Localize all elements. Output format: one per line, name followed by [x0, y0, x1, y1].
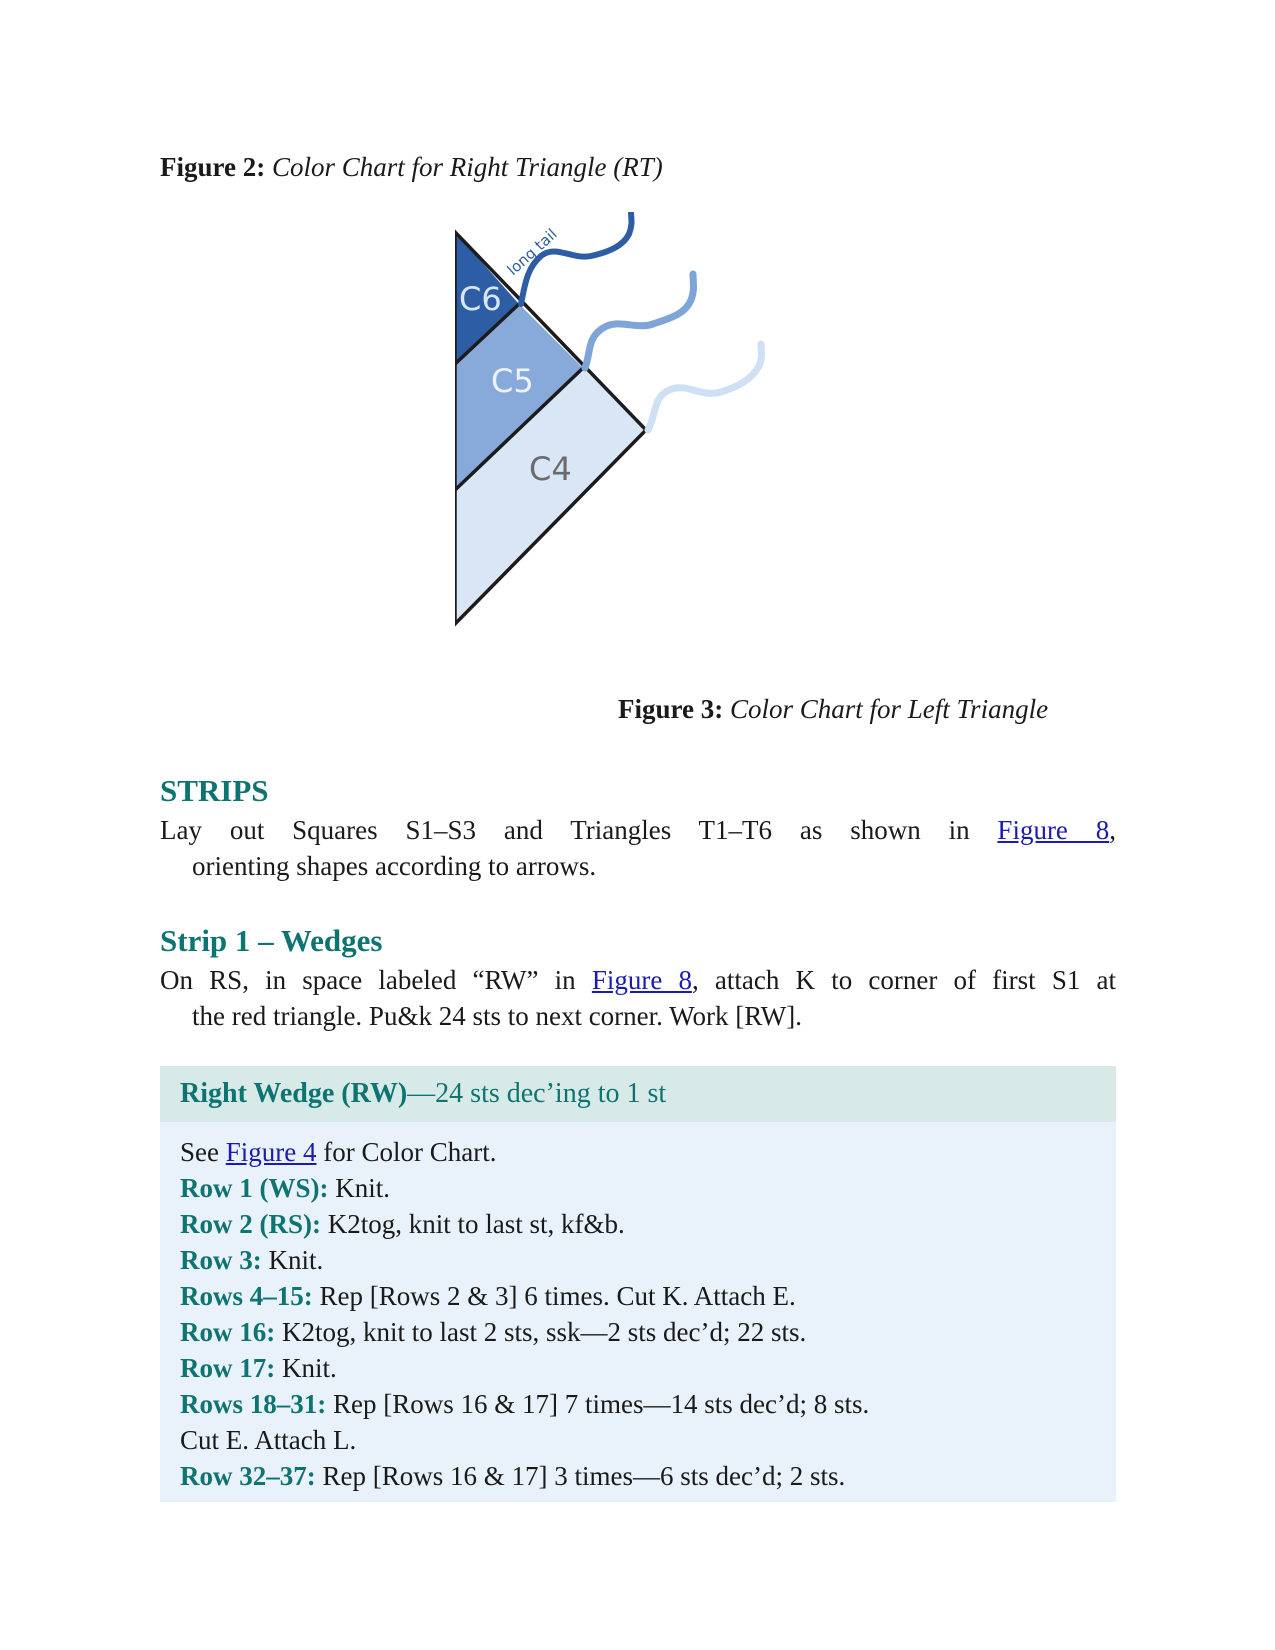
strips-paragraph — [160, 812, 1116, 884]
figure-3-title: Color Chart for Left Triangle — [729, 694, 1049, 724]
figure-3-label: Figure 3: — [618, 694, 724, 724]
instruction-row: Row 17: Knit. — [180, 1353, 337, 1383]
right-wedge-title: Right Wedge (RW) — [180, 1078, 408, 1109]
c6-label: C6 — [459, 280, 502, 318]
strips-line-1: Lay out Squares S1–S3 and Triangles T1–T6 as shown in Figure 8, — [160, 815, 1117, 845]
instruction-row: Row 1 (WS): Knit. — [180, 1173, 391, 1203]
strip-1-line-2: the red triangle. Pu&k 24 sts to next corner. Work [RW]. — [192, 1001, 802, 1031]
strip-1-line-1: On RS, in space labeled “RW” in Figure 8, attach K to corner of first S1 at — [160, 965, 1116, 995]
figure-8-link-2[interactable]: Figure 8 — [591, 965, 693, 995]
right-triangle-color-chart — [455, 212, 815, 672]
instruction-row: Row 2 (RS): K2tog, knit to last st, kf&b. — [180, 1209, 625, 1239]
instruction-row: Rows 18–31: Rep [Rows 16 & 17] 7 times—14 sts dec’d; 8 sts. — [180, 1389, 870, 1419]
strip-1-heading: Strip 1 – Wedges — [160, 923, 383, 958]
yarn-tail-c5 — [585, 274, 694, 368]
right-wedge-box — [160, 1066, 1116, 1502]
figure-2-caption — [160, 150, 663, 184]
figure-8-link[interactable]: Figure 8 — [997, 815, 1110, 845]
figure-4-link[interactable]: Figure 4 — [225, 1137, 317, 1167]
strip-1-paragraph — [160, 962, 1116, 1034]
strips-heading: STRIPS — [160, 773, 269, 808]
right-wedge-header — [160, 1066, 1116, 1122]
yarn-tail-c4 — [648, 344, 762, 430]
figure-2-label: Figure 2: — [160, 152, 266, 182]
instruction-row: Row 16: K2tog, knit to last 2 sts, ssk—2 sts dec’d; 22 sts. — [180, 1317, 807, 1347]
right-wedge-body — [160, 1122, 1116, 1494]
figure-3-caption — [618, 692, 1048, 726]
figure-2-title: Color Chart for Right Triangle (RT) — [271, 152, 663, 182]
see-figure-line: See Figure 4 for Color Chart. — [180, 1137, 497, 1167]
instruction-row: Cut E. Attach L. — [180, 1425, 357, 1455]
right-wedge-subtitle: —24 sts dec’ing to 1 st — [407, 1078, 667, 1109]
long-tail-label: long tail — [503, 225, 561, 279]
instruction-row: Row 3: Knit. — [180, 1245, 324, 1275]
c5-label: C5 — [491, 362, 534, 400]
strips-line-2: orienting shapes according to arrows. — [192, 851, 597, 881]
c4-label: C4 — [529, 450, 572, 488]
instruction-row: Row 32–37: Rep [Rows 16 & 17] 3 times—6 sts dec’d; 2 sts. — [180, 1461, 846, 1491]
instruction-row: Rows 4–15: Rep [Rows 2 & 3] 6 times. Cut K. Attach E. — [180, 1281, 796, 1311]
